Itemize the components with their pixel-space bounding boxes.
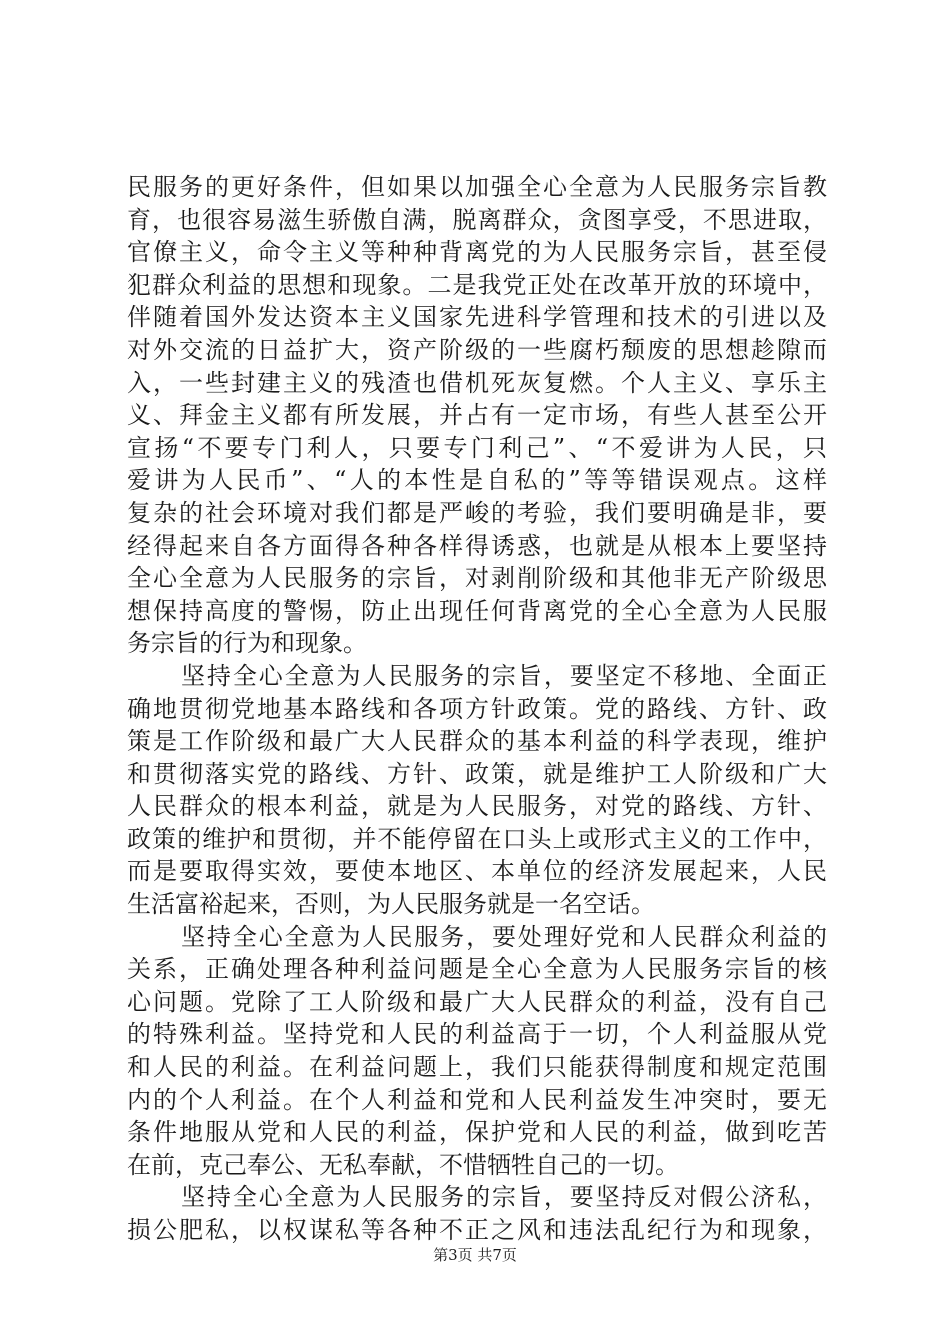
text-line: 全心全意为人民服务的宗旨，对剥削阶级和其他非无产阶级思 <box>127 564 827 593</box>
text-line: 民服务的更好条件，但如果以加强全心全意为人民服务宗旨教 <box>127 173 827 201</box>
text-line: 心问题。党除了工人阶级和最广大人民群众的利益，没有自己 <box>127 987 827 1016</box>
text-line: 和人民的利益。在利益问题上，我们只能获得制度和规定范围 <box>127 1053 827 1082</box>
text-line: 损公肥私，以权谋私等各种不正之风和违法乱纪行为和现象， <box>127 1216 827 1244</box>
text-line: 而是要取得实效，要使本地区、本单位的经济发展起来，人民 <box>127 857 827 886</box>
text-line: 人民群众的根本利益，就是为人民服务，对党的路线、方针、 <box>127 792 827 821</box>
text-line: 关系，正确处理各种利益问题是全心全意为人民服务宗旨的核 <box>127 955 827 984</box>
text-line: 官僚主义，命令主义等种种背离党的为人民服务宗旨，甚至侵 <box>127 238 827 267</box>
text-line: 在前，克己奉公、无私奉献，不惜牺牲自己的一切。 <box>127 1150 679 1179</box>
text-line: 伴随着国外发达资本主义国家先进科学管理和技术的引进以及 <box>127 303 827 332</box>
text-line: 对外交流的日益扩大，资产阶级的一些腐朽颓废的思想趁隙而 <box>127 335 827 364</box>
text-line: 内的个人利益。在个人利益和党和人民利益发生冲突时，要无 <box>127 1085 827 1114</box>
text-line: 犯群众利益的思想和现象。二是我党正处在改革开放的环境中， <box>127 270 827 299</box>
text-line: 政策的维护和贯彻，并不能停留在口头上或形式主义的工作中， <box>127 824 827 853</box>
text-line: 坚持全心全意为人民服务的宗旨，要坚持反对假公济私， <box>181 1183 827 1212</box>
text-line: 策是工作阶级和最广大人民群众的基本利益的科学表现，维护 <box>127 727 827 756</box>
text-line: 入，一些封建主义的残渣也借机死灰复燃。个人主义、享乐主 <box>127 368 827 397</box>
text-line: 宣扬“不要专门利人，只要专门利己”、“不爱讲为人民，只 <box>127 433 827 462</box>
text-line: 生活富裕起来，否则，为人民服务就是一名空话。 <box>127 890 655 919</box>
text-line: 爱讲为人民币”、“人的本性是自私的”等等错误观点。这样 <box>127 466 827 495</box>
text-line: 经得起来自各方面得各种各样得诱惑，也就是从根本上要坚持 <box>127 531 827 560</box>
text-line: 和贯彻落实党的路线、方针、政策，就是维护工人阶级和广大 <box>127 759 827 788</box>
text-line: 的特殊利益。坚持党和人民的利益高于一切，个人利益服从党 <box>127 1020 827 1049</box>
text-line: 条件地服从党和人民的利益，保护党和人民的利益，做到吃苦 <box>127 1118 827 1147</box>
text-line: 育，也很容易滋生骄傲自满，脱离群众，贪图享受，不思进取， <box>127 205 827 234</box>
text-line: 义、拜金主义都有所发展，并占有一定市场，有些人甚至公开 <box>127 401 827 430</box>
text-line: 确地贯彻党地基本路线和各项方针政策。党的路线、方针、政 <box>127 694 827 723</box>
text-line: 想保持高度的警惕，防止出现任何背离党的全心全意为人民服 <box>127 596 827 625</box>
body-text <box>127 171 827 1247</box>
text-line: 坚持全心全意为人民服务的宗旨，要坚定不移地、全面正 <box>181 661 827 690</box>
text-line: 坚持全心全意为人民服务，要处理好党和人民群众利益的 <box>181 922 827 951</box>
text-line: 务宗旨的行为和现象。 <box>127 629 367 658</box>
page-footer: 第3页 共7页 <box>433 1246 517 1264</box>
text-line: 复杂的社会环境对我们都是严峻的考验，我们要明确是非，要 <box>127 498 827 527</box>
